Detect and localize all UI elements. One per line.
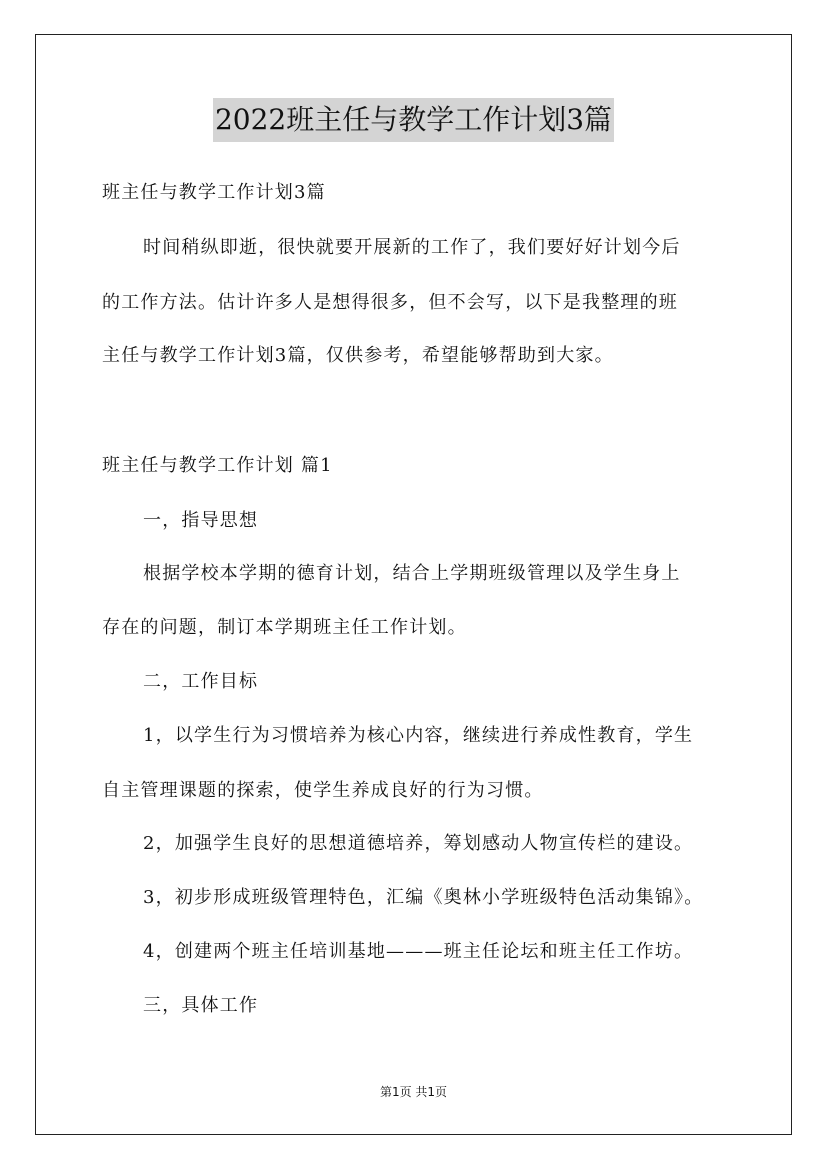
page-number: 第1页 共1页 [379, 1085, 448, 1099]
document-title: 2022班主任与教学工作计划3篇 [213, 98, 614, 142]
goal-line-3: 2，加强学生良好的思想道德培养，筹划感动人物宣传栏的建设。 [143, 833, 694, 854]
goals-heading: 二，工作目标 [143, 671, 259, 692]
intro-line-3: 主任与教学工作计划3篇，仅供参考，希望能够帮助到大家。 [102, 345, 614, 366]
section-heading: 班主任与教学工作计划 篇1 [102, 455, 333, 476]
intro-line-2: 的工作方法。估计许多人是想得很多，但不会写，以下是我整理的班 [102, 292, 678, 313]
work-heading: 三，具体工作 [143, 995, 259, 1016]
document-subtitle: 班主任与教学工作计划3篇 [102, 182, 326, 203]
goal-line-5: 4，创建两个班主任培训基地———班主任论坛和班主任工作坊。 [143, 941, 694, 962]
title-container [0, 98, 827, 142]
guiding-text-line-2: 存在的问题，制订本学期班主任工作计划。 [102, 617, 467, 638]
guiding-text-line-1: 根据学校本学期的德育计划，结合上学期班级管理以及学生身上 [143, 563, 681, 584]
goal-line-4: 3，初步形成班级管理特色，汇编《奥林小学班级特色活动集锦》。 [143, 887, 704, 908]
goal-line-2: 自主管理课题的探索，使学生养成良好的行为习惯。 [102, 780, 544, 801]
guiding-heading: 一，指导思想 [143, 510, 259, 531]
intro-line-1: 时间稍纵即逝，很快就要开展新的工作了，我们要好好计划今后 [143, 237, 681, 258]
goal-line-1: 1，以学生行为习惯培养为核心内容，继续进行养成性教育，学生 [143, 725, 694, 746]
